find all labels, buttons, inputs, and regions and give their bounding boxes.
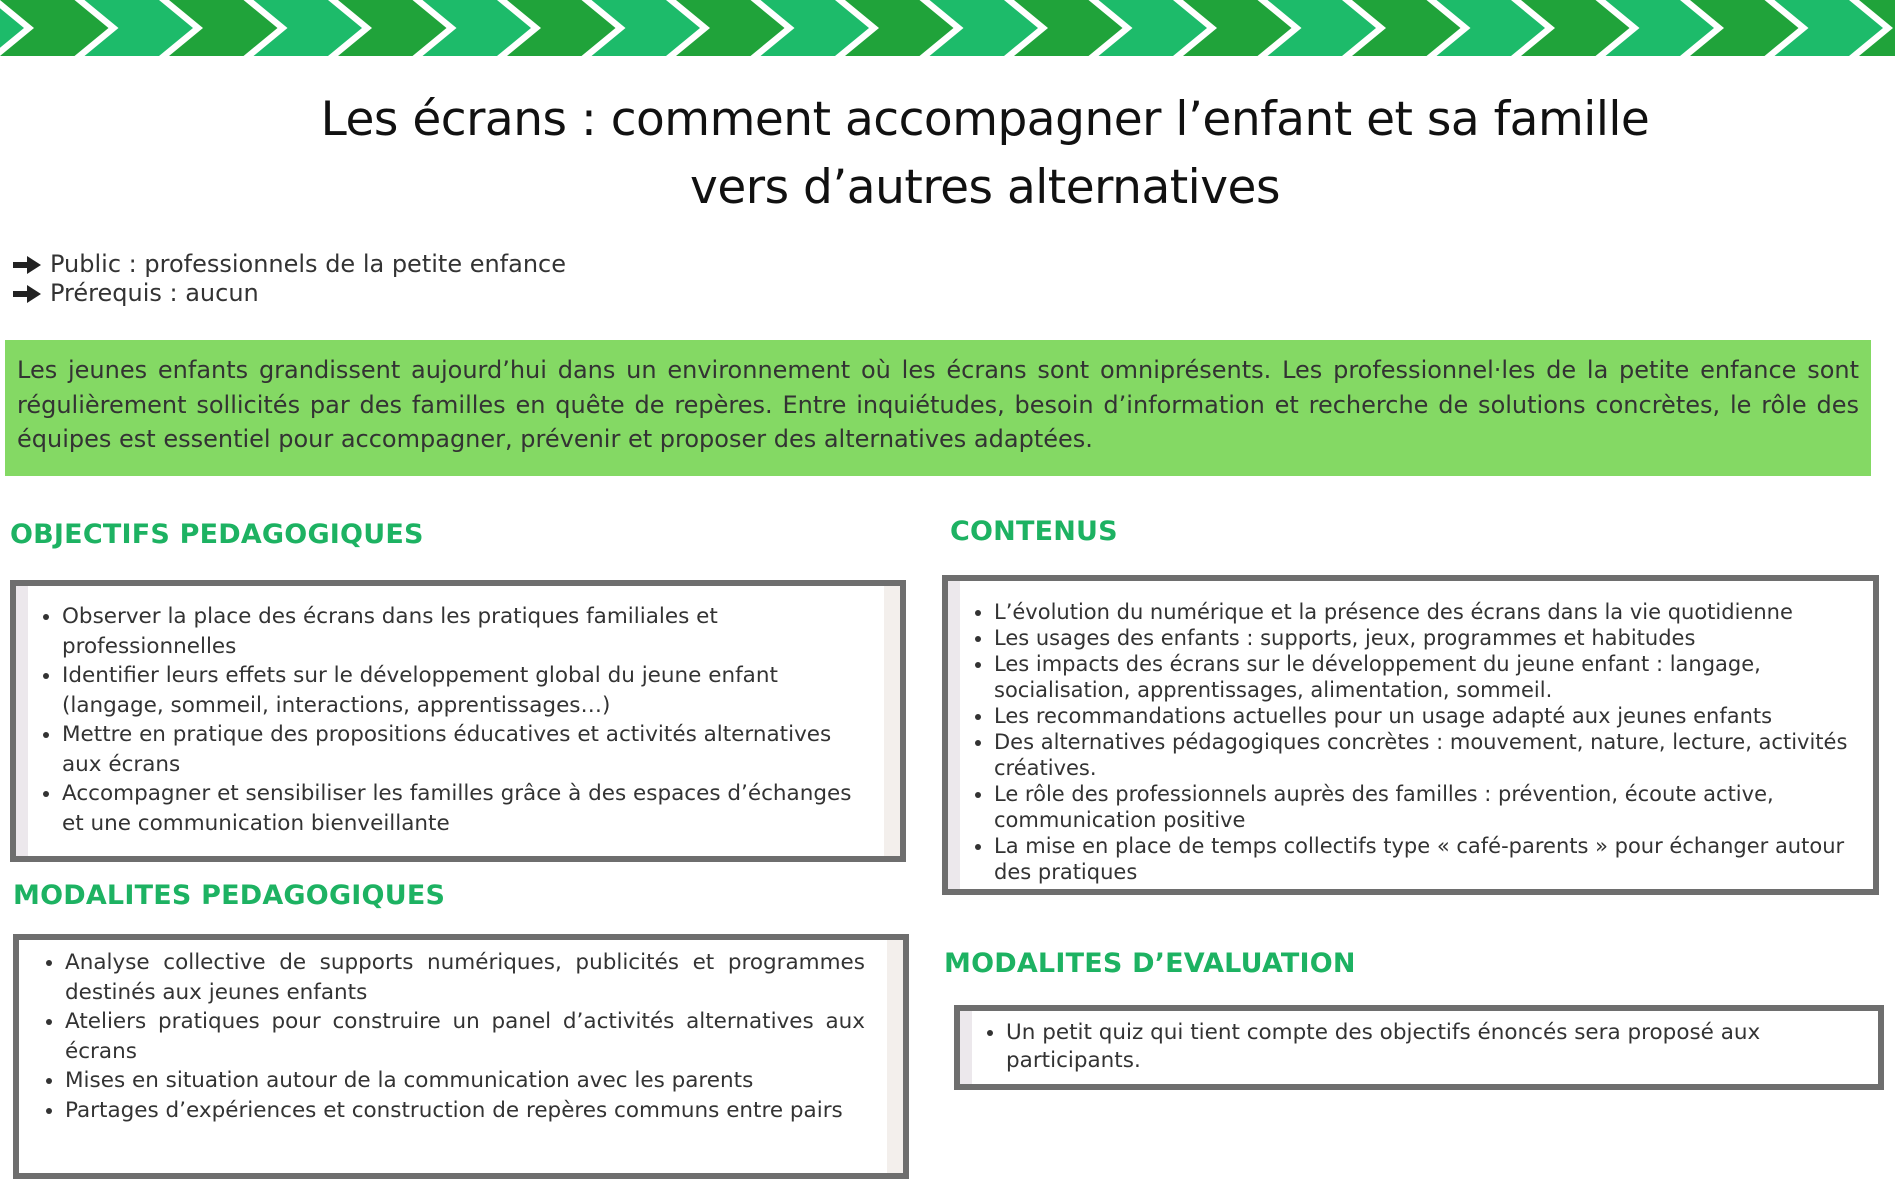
intro-paragraph: Les jeunes enfants grandissent aujourd’hui dans un environnement où les écrans sont omniprésents. Les professionnel·les de la petite enfance sont régulièrement sollicités par des familles en quête de repères. Entre inquiétudes, besoin d’information et recherche de solutions concrètes, le rôle des équipes est essentiel pour accompagner, prévenir et proposer des alternatives adaptées. <box>5 340 1871 476</box>
list-item: • Observer la place des écrans dans les pratiques familiales et professionnelles <box>62 602 876 661</box>
contenus-heading: CONTENUS <box>950 516 1118 547</box>
list-item: • Le rôle des professionnels auprès des familles : prévention, écoute active, communication positive <box>994 781 1873 833</box>
evaluation-heading: MODALITES D’EVALUATION <box>944 948 1356 979</box>
title-line-1: Les écrans : comment accompagner l’enfant et sa famille <box>320 92 1650 147</box>
list-item: • Les usages des enfants : supports, jeux, programmes et habitudes <box>994 625 1873 651</box>
box-left-bar <box>960 1011 972 1084</box>
title-line-2: vers d’autres alternatives <box>690 160 1280 215</box>
list-item: • Partages d’expériences et construction de repères communs entre pairs <box>65 1096 873 1126</box>
modalites-box <box>13 934 909 1179</box>
meta-prerequis-line <box>12 279 566 308</box>
list-item: • Les impacts des écrans sur le développement du jeune enfant : langage, socialisation, apprentissages, alimentation, sommeil. <box>994 651 1873 703</box>
list-item: • Analyse collective de supports numériques, publicités et programmes destinés aux jeunes enfants <box>65 948 873 1007</box>
box-right-bar <box>887 940 903 1173</box>
chevron-banner <box>0 0 1895 56</box>
prerequis-text: Prérequis : aucun <box>50 279 259 307</box>
public-text: Public : professionnels de la petite enfance <box>50 250 567 278</box>
evaluation-box <box>954 1005 1884 1090</box>
arrow-right-icon <box>12 283 42 305</box>
objectifs-box <box>10 580 906 862</box>
meta-public-line <box>12 250 566 279</box>
objectifs-list <box>16 586 900 838</box>
modalites-list <box>19 940 903 1125</box>
list-item: • Ateliers pratiques pour construire un panel d’activités alternatives aux écrans <box>65 1007 873 1066</box>
box-left-bar <box>948 581 960 889</box>
box-left-bar <box>16 586 28 856</box>
contenus-box <box>942 575 1879 895</box>
meta-info <box>12 250 566 308</box>
contenus-list <box>948 581 1873 885</box>
evaluation-list <box>960 1011 1878 1075</box>
list-item: • Mettre en pratique des propositions éducatives et activités alternatives aux écrans <box>62 720 876 779</box>
list-item: • Un petit quiz qui tient compte des objectifs énoncés sera proposé aux participants. <box>1006 1019 1818 1075</box>
list-item: • La mise en place de temps collectifs type « café-parents » pour échanger autour des pratiques <box>994 833 1873 885</box>
list-item: • Accompagner et sensibiliser les familles grâce à des espaces d’échanges et une communication bienveillante <box>62 779 876 838</box>
arrow-right-icon <box>12 254 42 276</box>
page-title <box>200 86 1770 222</box>
objectifs-heading: OBJECTIFS PEDAGOGIQUES <box>10 519 424 550</box>
modalites-heading: MODALITES PEDAGOGIQUES <box>13 880 446 911</box>
list-item: • Identifier leurs effets sur le développement global du jeune enfant (langage, sommeil, interactions, apprentissages…) <box>62 661 876 720</box>
list-item: • L’évolution du numérique et la présence des écrans dans la vie quotidienne <box>994 599 1873 625</box>
box-right-bar <box>884 586 900 856</box>
list-item: • Mises en situation autour de la communication avec les parents <box>65 1066 873 1096</box>
list-item: • Des alternatives pédagogiques concrètes : mouvement, nature, lecture, activités créatives. <box>994 729 1873 781</box>
list-item: • Les recommandations actuelles pour un usage adapté aux jeunes enfants <box>994 703 1873 729</box>
